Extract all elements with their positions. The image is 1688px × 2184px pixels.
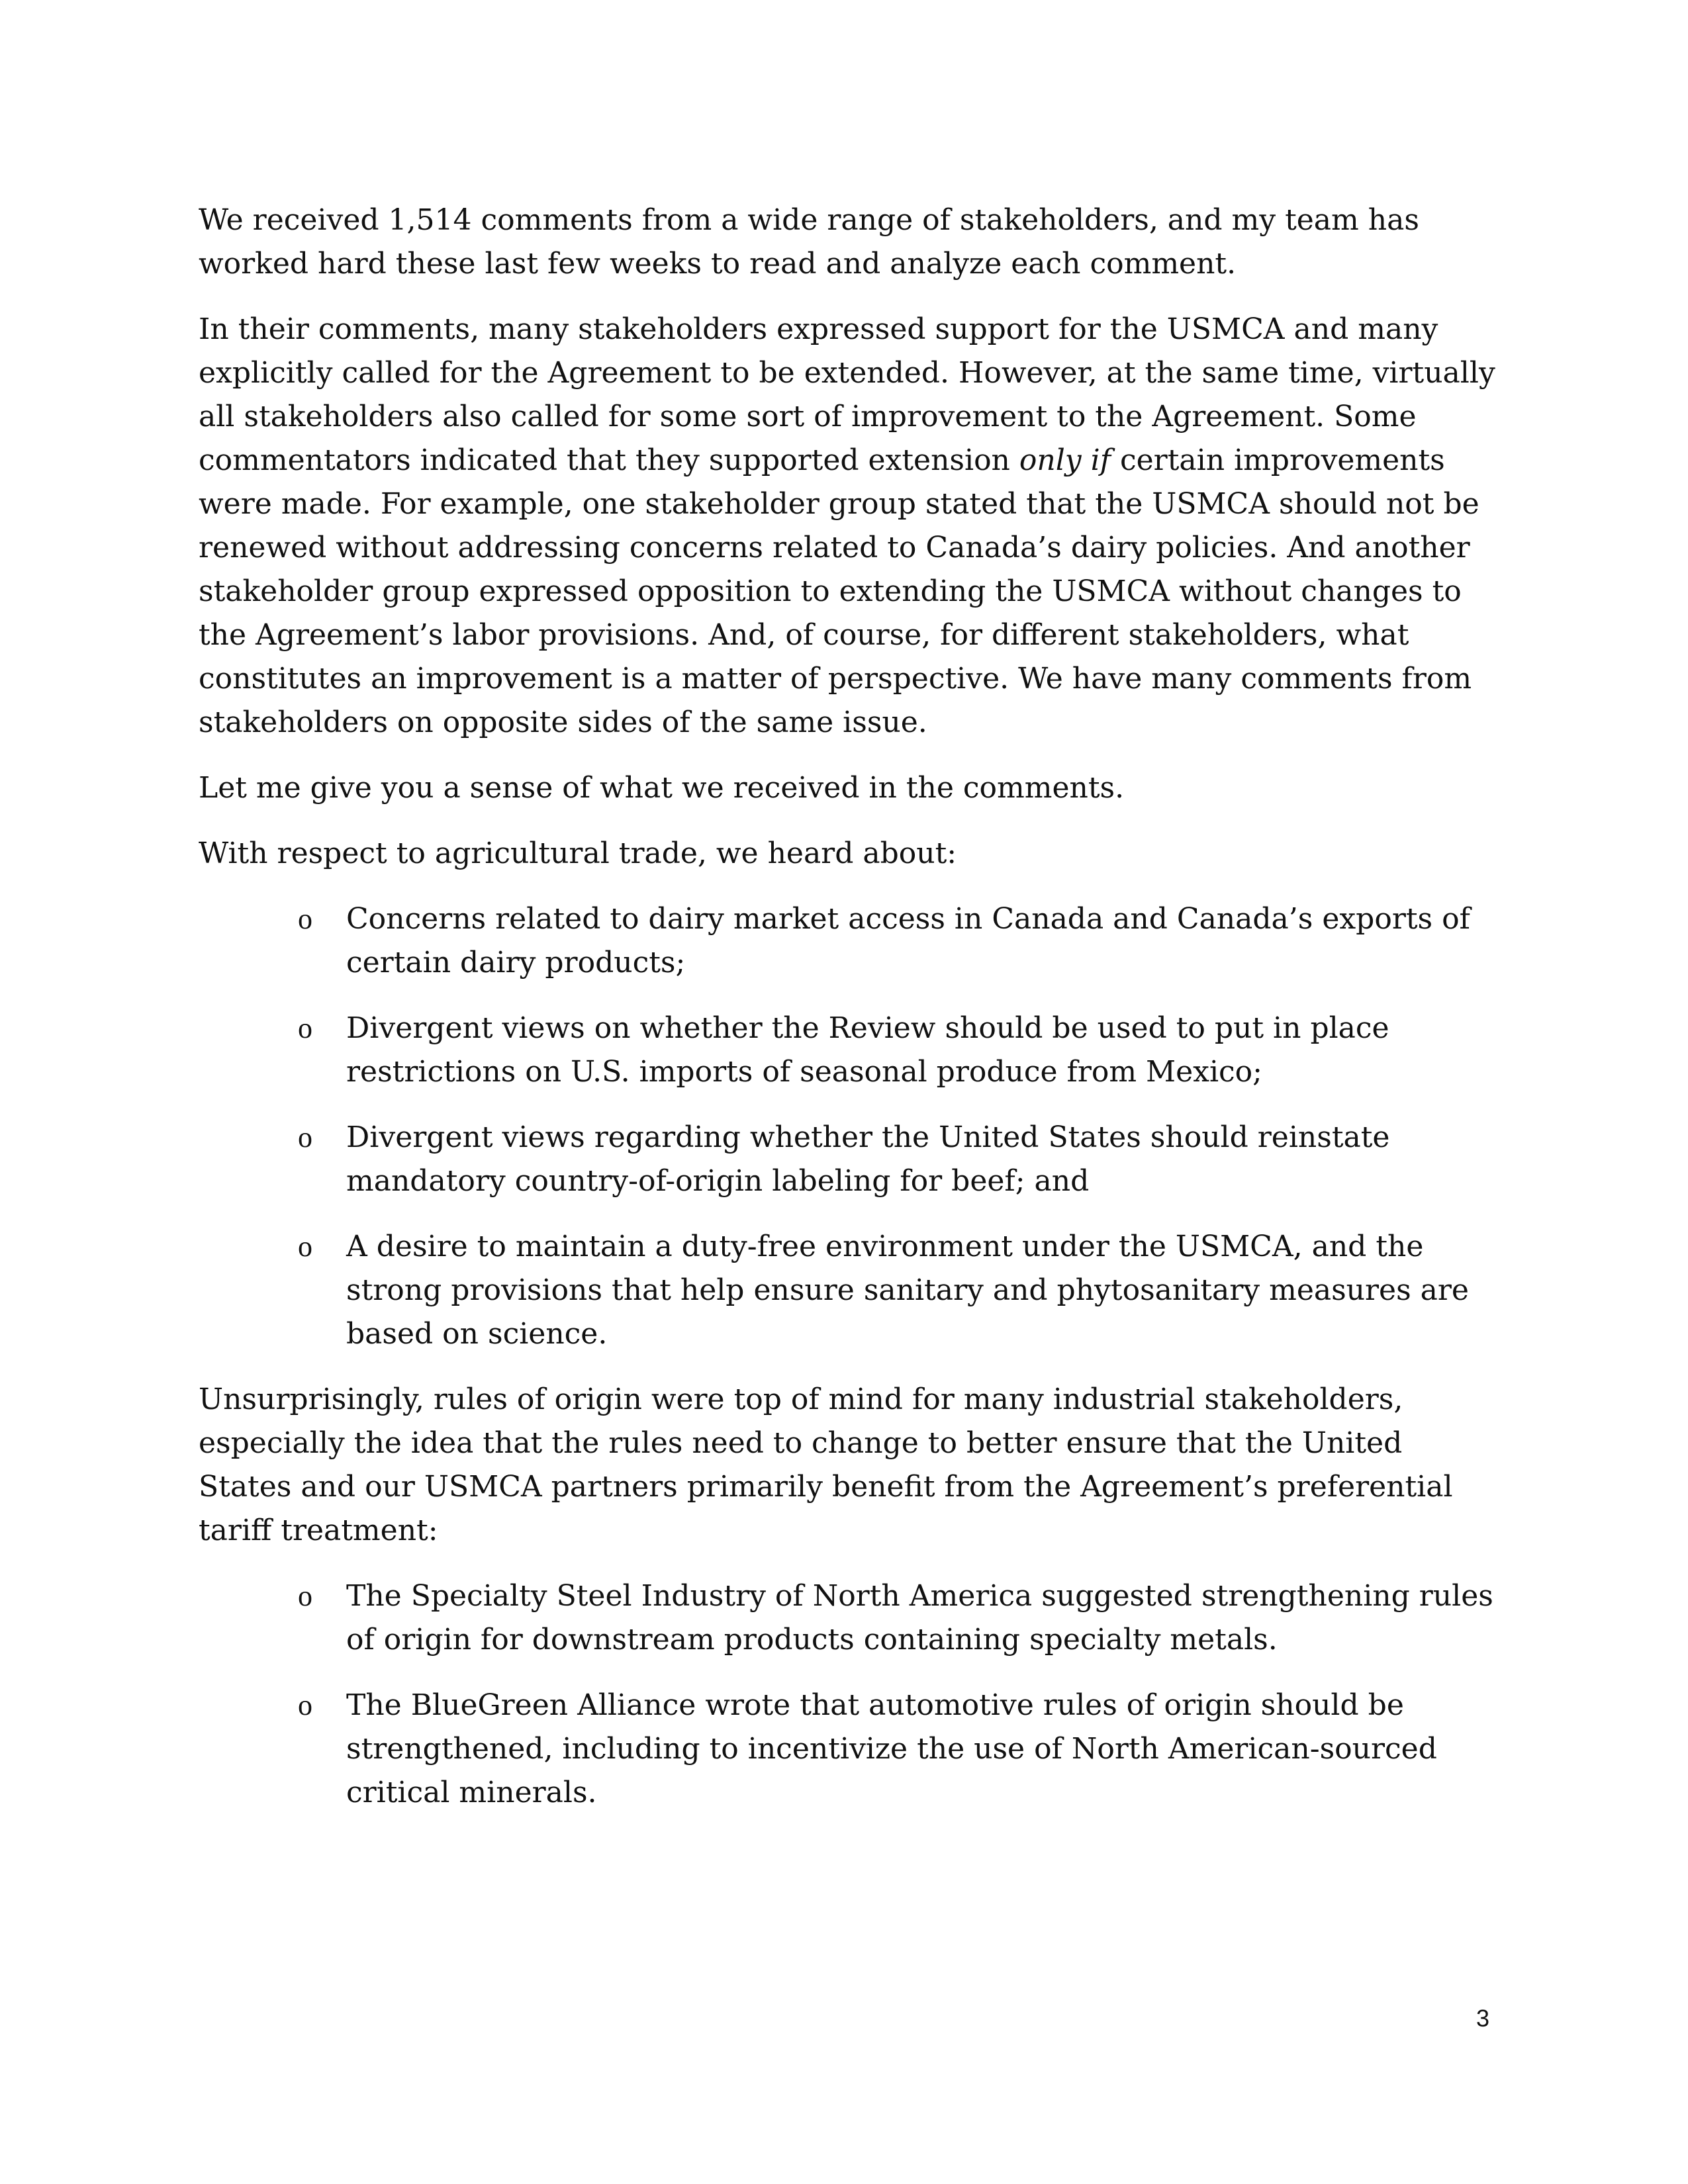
paragraph-text: In their comments, many stakeholders expressed support for the USMCA and many explicitly called for the Agreement to be extended. However, at the same time, virtually all stakeholders also called for some sort of improvement to the Agreement. Some commentators indicated that they supported extension	[199, 312, 1495, 477]
bullet-marker: o	[298, 1121, 312, 1154]
list-item	[199, 1007, 1496, 1094]
list-item	[199, 1116, 1496, 1203]
list-item-text: The BlueGreen Alliance wrote that automotive rules of origin should be strengthened, including to incentivize the use of North American-sourced critical minerals.	[346, 1688, 1437, 1809]
page-number: 3	[1476, 2005, 1489, 2032]
bullet-marker: o	[298, 903, 312, 935]
bullet-marker: o	[298, 1580, 312, 1612]
list-item	[199, 1684, 1496, 1815]
paragraph-comments-received: We received 1,514 comments from a wide range of stakeholders, and my team has worked hard these last few weeks to read and analyze each comment.	[199, 203, 1419, 281]
paragraph-intro-sense: Let me give you a sense of what we received in the comments.	[199, 771, 1125, 805]
paragraph-stakeholder-views	[199, 308, 1496, 745]
agriculture-bullet-list	[199, 897, 1496, 1356]
list-item-text: Divergent views on whether the Review should be used to put in place restrictions on U.S. imports of seasonal produce from Mexico;	[346, 1011, 1389, 1089]
paragraph-agriculture-intro: With respect to agricultural trade, we heard about:	[199, 837, 957, 870]
bullet-marker: o	[298, 1230, 312, 1263]
list-item-text: A desire to maintain a duty-free environment under the USMCA, and the strong provisions that help ensure sanitary and phytosanitary measures are based on science.	[346, 1230, 1469, 1351]
rules-of-origin-bullet-list	[199, 1574, 1496, 1815]
bullet-marker: o	[298, 1012, 312, 1044]
list-item	[199, 1574, 1496, 1662]
paragraph-rules-of-origin: Unsurprisingly, rules of origin were top of mind for many industrial stakeholders, especially the idea that the rules need to change to better ensure that the United States and our USMCA partners primarily benefit from the Agreement’s preferential tariff treatment:	[199, 1383, 1453, 1547]
emphasis-text: only if	[1019, 443, 1111, 477]
list-item	[199, 1225, 1496, 1356]
list-item-text: Divergent views regarding whether the United States should reinstate mandatory country-of-origin labeling for beef; and	[346, 1120, 1390, 1198]
list-item	[199, 897, 1496, 985]
bullet-marker: o	[298, 1689, 312, 1721]
list-item-text: Concerns related to dairy market access in Canada and Canada’s exports of certain dairy products;	[346, 902, 1470, 979]
paragraph-text: certain improvements were made. For example, one stakeholder group stated that the USMCA should not be renewed without addressing concerns related to Canada’s dairy policies. And another stakeholder group expressed opposition to extending the USMCA without changes to the Agreement’s labor provisions. And, of course, for different stakeholders, what constitutes an improvement is a matter of perspective. We have many comments from stakeholders on opposite sides of the same issue.	[199, 443, 1479, 739]
document-body	[199, 199, 1496, 1837]
list-item-text: The Specialty Steel Industry of North America suggested strengthening rules of origin for downstream products containing specialty metals.	[346, 1579, 1493, 1657]
